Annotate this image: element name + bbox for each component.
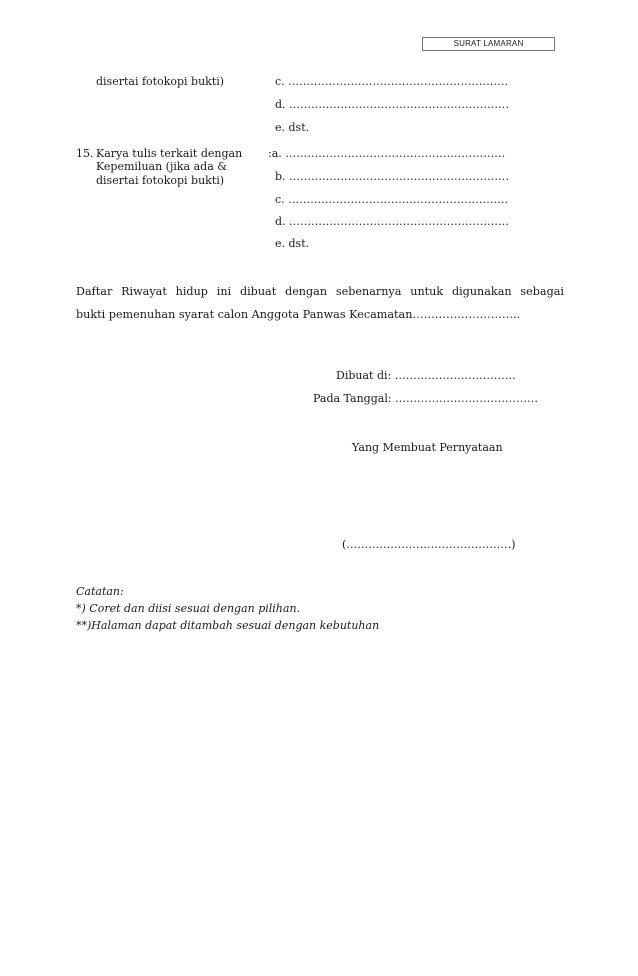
signature-place: Dibuat di: ……………………………: [336, 369, 516, 382]
signature-name-blank: (………………………………………): [342, 538, 516, 551]
item15-line-d: d. ……………………………………………………: [275, 215, 510, 228]
signature-title: Yang Membuat Pernyataan: [352, 441, 503, 454]
item15-label-line-3: disertai fotokopi bukti): [96, 174, 225, 187]
item15-line-c: c. ……………………………………………………: [275, 193, 509, 206]
item15-number: 15.: [76, 147, 94, 160]
notes-line-2: **)Halaman dapat ditambah sesuai dengan kebutuhan: [76, 619, 380, 632]
statement-line-2: bukti pemenuhan syarat calon Anggota Panwas Kecamatan………………………..: [76, 308, 521, 321]
signature-date: Pada Tanggal: …………………………………: [313, 392, 539, 405]
item15-line-e: e. dst.: [275, 237, 310, 250]
prev-item-line-d: d. ……………………………………………………: [275, 98, 510, 111]
statement-line-1: Daftar Riwayat hidup ini dibuat dengan sebenarnya untuk digunakan sebagai: [76, 285, 564, 298]
notes-title: Catatan:: [76, 585, 124, 598]
item15-label-line-2: Kepemiluan (jika ada &: [96, 160, 228, 173]
notes-line-1: *) Coret dan diisi sesuai dengan pilihan.: [76, 602, 301, 615]
prev-item-label-tail: disertai fotokopi bukti): [96, 75, 225, 88]
header-document-type: SURAT LAMARAN: [422, 37, 555, 51]
prev-item-line-e: e. dst.: [275, 121, 310, 134]
item15-line-b: b. ……………………………………………………: [275, 170, 510, 183]
item15-line-a: :a. ……………………………………………………: [268, 147, 506, 160]
item15-label-line-1: Karya tulis terkait dengan: [96, 147, 243, 160]
prev-item-line-c: c. ……………………………………………………: [275, 75, 509, 88]
